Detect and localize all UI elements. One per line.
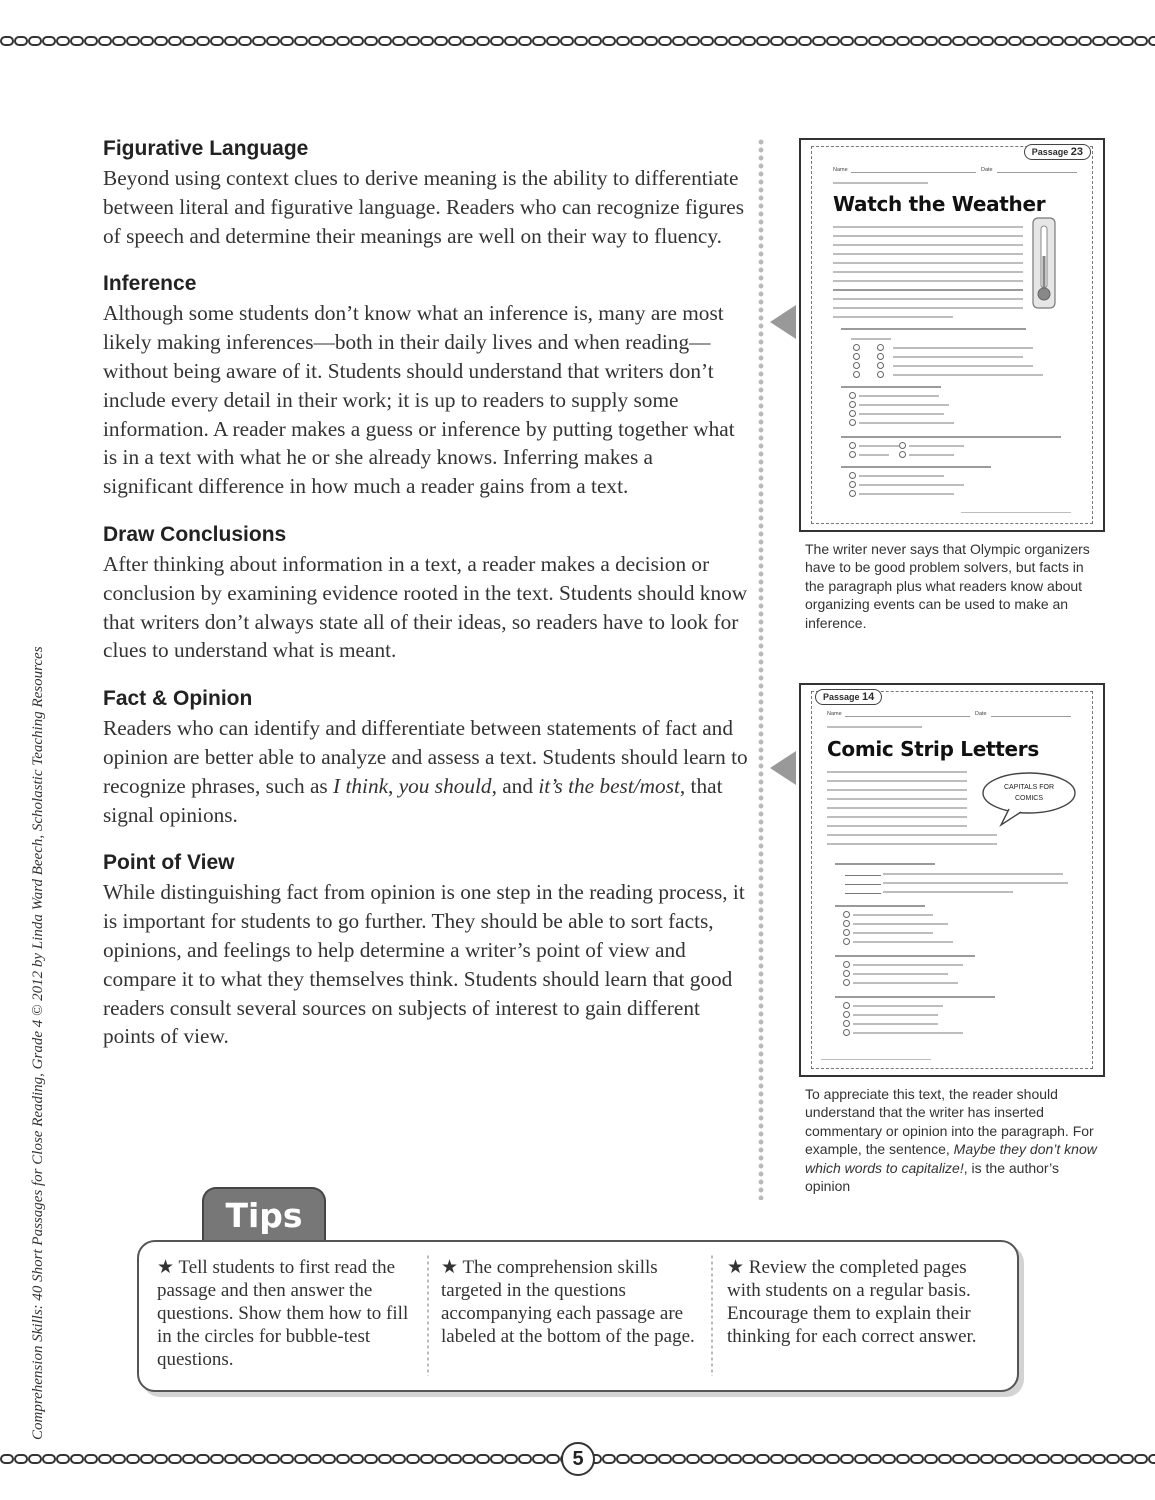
body-text: , that signal opinions.	[103, 773, 723, 827]
answer-bubble	[843, 920, 850, 927]
section-body: While distinguishing fact from opinion is one step in the reading process, it is important for students to go further. They should be able to sort facts, opinions, and feelings to help determine a writer’s point of view and compare it to what they themselves think. Students should learn that good readers consult several sources on subjects of interest to gain different points of view.	[103, 880, 745, 1049]
option-line	[883, 882, 1068, 884]
section-body	[103, 714, 748, 829]
caption-inference: The writer never says that Olympic organizers have to be good problem solvers, but facts in the paragraph plus what readers know about organizing events can be used to make an inference.	[805, 541, 1090, 631]
section-fact-opinion	[103, 686, 748, 829]
option-line	[909, 454, 954, 456]
section-heading: Point of View	[103, 851, 235, 875]
date-label: Date	[981, 167, 993, 173]
answer-bubble	[849, 490, 856, 497]
text-line	[833, 235, 1023, 237]
date-label: Date	[975, 711, 987, 717]
option-line	[853, 1014, 938, 1016]
date-line	[997, 172, 1077, 173]
underlined-text-line	[833, 289, 1023, 291]
answer-bubble	[843, 979, 850, 986]
answer-bubble	[853, 371, 860, 378]
passage-title: Watch the Weather	[833, 192, 1046, 216]
body-text: , and	[491, 773, 539, 798]
answer-bubble	[849, 410, 856, 417]
section-heading: Draw Conclusions	[103, 522, 287, 546]
answer-bubble	[843, 911, 850, 918]
text-line	[827, 771, 967, 773]
text-line	[827, 780, 967, 782]
text-line	[827, 843, 997, 845]
answer-bubble	[849, 451, 856, 458]
tip-item: ★ Tell students to first read the passage and then answer the questions. Show them how to fill in the circles for bubble-test questions.	[157, 1257, 409, 1370]
question-line	[835, 863, 935, 865]
tips-tab: Tips	[202, 1187, 326, 1247]
text-line	[833, 253, 1023, 255]
date-line	[991, 716, 1071, 717]
option-line	[859, 413, 944, 415]
answer-bubble	[849, 401, 856, 408]
caption-text: To appreciate this text, the reader should understand that the writer has inserted commentary or opinion into the paragraph. For example, the sentence,	[805, 1086, 1094, 1158]
section-draw-conclusions	[103, 522, 748, 665]
answer-bubble	[843, 938, 850, 945]
option-line	[859, 475, 944, 477]
answer-bubble	[877, 353, 884, 360]
option-line	[853, 973, 948, 975]
option-line	[893, 356, 1023, 358]
main-column	[103, 136, 748, 1072]
option-line	[909, 445, 964, 447]
text-line	[833, 307, 1023, 309]
directions-line	[833, 182, 928, 184]
pointer-arrow-icon	[770, 751, 796, 785]
answer-bubble	[853, 353, 860, 360]
body-text: Readers who can identify and differentiate between statements of fact and opinion are better able to analyze and assess a text. Students should learn to recognize phrases, such as	[103, 716, 748, 798]
passage-badge	[815, 689, 882, 705]
text-line	[833, 271, 1023, 273]
opinion-phrase: it’s the best/most	[538, 773, 680, 798]
answer-bubble	[899, 442, 906, 449]
text-line	[827, 825, 967, 827]
question-line	[841, 328, 1026, 330]
answer-bubble	[877, 362, 884, 369]
passage-number: 23	[1070, 146, 1083, 158]
answer-bubble	[849, 472, 856, 479]
question-line	[841, 386, 941, 388]
answer-bubble	[853, 344, 860, 351]
section-heading: Inference	[103, 272, 197, 296]
passage-badge	[1024, 144, 1091, 160]
question-line	[835, 955, 975, 957]
text-line	[833, 280, 1023, 282]
text-line	[827, 789, 967, 791]
text-line	[833, 316, 953, 318]
text-line	[833, 298, 1023, 300]
option-line	[853, 1023, 938, 1025]
option-line	[853, 914, 933, 916]
answer-bubble	[843, 929, 850, 936]
question-line	[841, 466, 991, 468]
text-line	[833, 244, 1023, 246]
option-line	[893, 347, 1033, 349]
tip-item: ★ The comprehension skills targeted in the questions accompanying each passage are labeled at the bottom of the page.	[441, 1257, 695, 1347]
answer-bubble	[877, 371, 884, 378]
name-line	[851, 172, 976, 173]
answer-blank	[845, 893, 881, 894]
answer-blank	[845, 884, 881, 885]
option-line	[859, 493, 954, 495]
text-line	[827, 807, 967, 809]
answer-bubble	[899, 451, 906, 458]
option-line	[859, 445, 899, 447]
option-line	[883, 891, 1013, 893]
section-heading: Figurative Language	[103, 137, 309, 160]
caption-text: , is the author’s opinion	[805, 1159, 1059, 1195]
option-line	[859, 484, 964, 486]
option-line	[853, 1032, 963, 1034]
answer-bubble	[849, 419, 856, 426]
opinion-phrase: you should	[398, 773, 492, 798]
answer-bubble	[843, 1020, 850, 1027]
passage-label: Passage	[823, 692, 860, 702]
tip-item: ★ Review the completed pages with students on a regular basis. Encourage them to explain their thinking for each correct answer.	[727, 1257, 977, 1347]
answer-bubble	[877, 344, 884, 351]
column-header-line	[851, 338, 891, 340]
passage-thumbnail-watch-the-weather	[799, 138, 1105, 532]
section-inference	[103, 271, 748, 501]
answer-bubble	[849, 442, 856, 449]
text-line	[827, 816, 967, 818]
text-line	[827, 834, 997, 836]
skills-footer-line	[961, 512, 1071, 513]
thermometer-icon	[1029, 216, 1059, 311]
text-line	[833, 226, 1023, 228]
answer-bubble	[843, 970, 850, 977]
answer-bubble	[843, 961, 850, 968]
opinion-phrase: I think	[333, 773, 389, 798]
option-line	[853, 964, 963, 966]
tip-divider	[427, 1254, 429, 1376]
pointer-arrow-icon	[770, 305, 796, 339]
top-chain-border	[0, 34, 1155, 48]
section-body: Although some students don’t know what an inference is, many are most likely making inferences—both in their daily lives and when reading—without being aware of it. Students should understand that writers don’t include every detail in their work; it is up to readers to supply some information. A reader makes a guess or inference by putting together what is in a text with what he or she already knows. Inferring makes a significant difference in how much a reader gains from a text.	[103, 301, 735, 499]
option-line	[859, 422, 954, 424]
passage-title: Comic Strip Letters	[827, 737, 1039, 761]
tip-divider	[711, 1254, 713, 1376]
side-credit: Comprehension Skills: 40 Short Passages for Close Reading, Grade 4 © 2012 by Linda Ward Beech, Scholastic Teaching Resources	[30, 646, 46, 1440]
text-line	[833, 262, 1023, 264]
question-line	[835, 905, 925, 907]
page-number: 5	[561, 1442, 595, 1476]
dotted-divider	[758, 138, 764, 1200]
option-line	[853, 1005, 943, 1007]
section-figurative-language	[103, 136, 748, 250]
section-point-of-view	[103, 850, 748, 1051]
caption-quote: Maybe they don’t know which words to capitalize!	[805, 1141, 1097, 1176]
skills-footer-line	[821, 1059, 931, 1060]
answer-blank	[845, 875, 881, 876]
section-body: Beyond using context clues to derive meaning is the ability to differentiate between literal and figurative language. Readers who can recognize figures of speech and determine their meanings are well on their way to fluency.	[103, 166, 744, 248]
answer-bubble	[843, 1029, 850, 1036]
answer-bubble	[849, 481, 856, 488]
option-line	[859, 454, 889, 456]
tips-box	[137, 1240, 1019, 1392]
question-line	[841, 436, 1061, 438]
passage-label: Passage	[1031, 147, 1069, 157]
name-line	[845, 716, 970, 717]
option-line	[859, 395, 939, 397]
option-line	[893, 374, 1043, 376]
option-line	[883, 873, 1063, 875]
passage-number: 14	[862, 691, 875, 703]
option-line	[853, 941, 953, 943]
section-body: After thinking about information in a text, a reader makes a decision or conclusion by examining evidence rooted in the text. Students should know that writers don’t always state all of their ideas, so readers have to look for clues to understand what is meant.	[103, 551, 748, 663]
body-text: ,	[388, 773, 399, 798]
text-line	[827, 798, 967, 800]
option-line	[893, 365, 1033, 367]
option-line	[853, 982, 958, 984]
caption-point-of-view	[805, 1085, 1105, 1195]
option-line	[859, 404, 949, 406]
section-heading: Fact & Opinion	[103, 687, 253, 711]
directions-line	[827, 726, 922, 728]
answer-bubble	[843, 1011, 850, 1018]
passage-thumbnail-comic-strip-letters	[799, 683, 1105, 1077]
speech-bubble-text: CAPITALS FOR COMICS	[1003, 784, 1055, 802]
question-line	[835, 996, 995, 998]
answer-bubble	[853, 362, 860, 369]
name-label: Name	[833, 167, 848, 173]
option-line	[853, 932, 933, 934]
option-line	[853, 923, 948, 925]
name-label: Name	[827, 711, 842, 717]
answer-bubble	[849, 392, 856, 399]
answer-bubble	[843, 1002, 850, 1009]
